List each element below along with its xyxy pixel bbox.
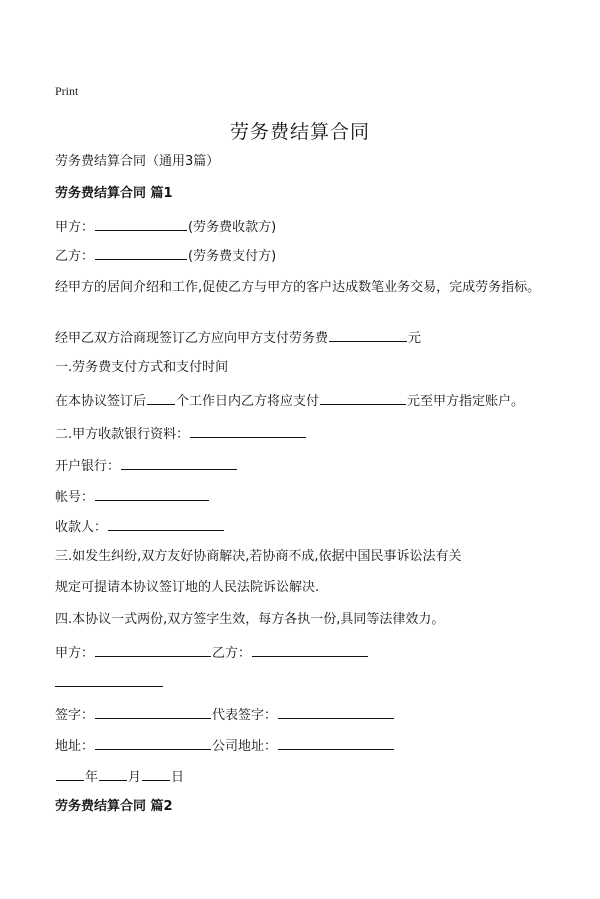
print-link[interactable]: Print bbox=[55, 84, 79, 98]
sign-party-a-label: 甲方： bbox=[55, 646, 95, 661]
workdays-blank bbox=[147, 390, 175, 405]
company-address-blank bbox=[278, 735, 394, 750]
clause-2-heading-line bbox=[55, 423, 560, 445]
fee-line-suffix: 元 bbox=[408, 331, 422, 346]
section-heading-1: 劳务费结算合同 篇1 bbox=[55, 186, 173, 201]
signature-blank bbox=[95, 704, 211, 719]
sign-party-b-blank bbox=[252, 642, 368, 657]
clause-1-heading: 一.劳务费支付方式和支付时间 bbox=[55, 360, 229, 375]
fee-amount-blank bbox=[329, 327, 407, 342]
signature-line bbox=[55, 704, 560, 726]
party-a-blank bbox=[95, 216, 187, 231]
account-line bbox=[55, 486, 560, 508]
payee-line bbox=[55, 516, 560, 538]
extra-signature-blank bbox=[55, 686, 163, 687]
year-label: 年 bbox=[85, 770, 99, 785]
bank-label: 开户银行： bbox=[55, 459, 121, 474]
fee-line-prefix: 经甲乙双方洽商现签订乙方应向甲方支付劳务费 bbox=[55, 331, 329, 346]
rep-signature-label: 代表签字： bbox=[212, 708, 278, 723]
party-b-blank bbox=[95, 245, 187, 260]
page-title: 劳务费结算合同 bbox=[229, 121, 370, 143]
address-line bbox=[55, 735, 560, 757]
fee-line bbox=[55, 327, 560, 349]
clause-2-heading: 二.甲方收款银行资料： bbox=[55, 427, 190, 442]
document-subtitle: 劳务费结算合同（通用3篇） bbox=[55, 154, 220, 169]
rep-signature-blank bbox=[278, 704, 394, 719]
address-label: 地址： bbox=[55, 739, 95, 754]
month-blank bbox=[99, 766, 127, 781]
clause-1-part3: 元至甲方指定账户。 bbox=[407, 394, 525, 409]
payment-amount-blank bbox=[320, 390, 406, 405]
party-b-note: (劳务费支付方) bbox=[188, 249, 277, 264]
bank-blank bbox=[121, 455, 237, 470]
company-address-label: 公司地址： bbox=[212, 739, 278, 754]
section-heading-2: 劳务费结算合同 篇2 bbox=[55, 799, 173, 814]
party-a-line bbox=[55, 216, 560, 238]
address-blank bbox=[95, 735, 211, 750]
party-a-label: 甲方： bbox=[55, 220, 95, 235]
account-blank bbox=[95, 486, 209, 501]
date-line bbox=[55, 766, 560, 788]
party-b-label: 乙方： bbox=[55, 249, 95, 264]
clause-4: 四.本协议一式两份,双方签字生效，每方各执一份,具同等法律效力。 bbox=[55, 612, 445, 627]
payee-blank bbox=[108, 516, 224, 531]
clause-1-part1: 在本协议签订后 bbox=[55, 394, 147, 409]
sign-party-b-label: 乙方： bbox=[212, 646, 252, 661]
bank-info-blank bbox=[190, 423, 306, 438]
intro-paragraph: 经甲方的居间介绍和工作,促使乙方与甲方的客户达成数笔业务交易，完成劳务指标。 bbox=[55, 280, 541, 295]
party-b-line bbox=[55, 245, 560, 267]
bank-line bbox=[55, 455, 560, 477]
day-label: 日 bbox=[171, 770, 185, 785]
clause-1-body bbox=[55, 390, 560, 412]
clause-1-part2: 个工作日内乙方将应支付 bbox=[176, 394, 320, 409]
sign-party-a-blank bbox=[95, 642, 211, 657]
clause-3-line-1: 三.如发生纠纷,双方友好协商解决,若协商不成,依据中国民事诉讼法有关 bbox=[55, 549, 462, 564]
year-blank bbox=[56, 766, 84, 781]
signature-label: 签字： bbox=[55, 708, 95, 723]
payee-label: 收款人： bbox=[55, 520, 108, 535]
clause-3-line-2: 规定可提请本协议签订地的人民法院诉讼解决. bbox=[55, 580, 320, 595]
month-label: 月 bbox=[128, 770, 142, 785]
account-label: 帐号： bbox=[55, 490, 95, 505]
day-blank bbox=[142, 766, 170, 781]
sign-parties-line bbox=[55, 642, 560, 664]
party-a-note: (劳务费收款方) bbox=[188, 220, 277, 235]
